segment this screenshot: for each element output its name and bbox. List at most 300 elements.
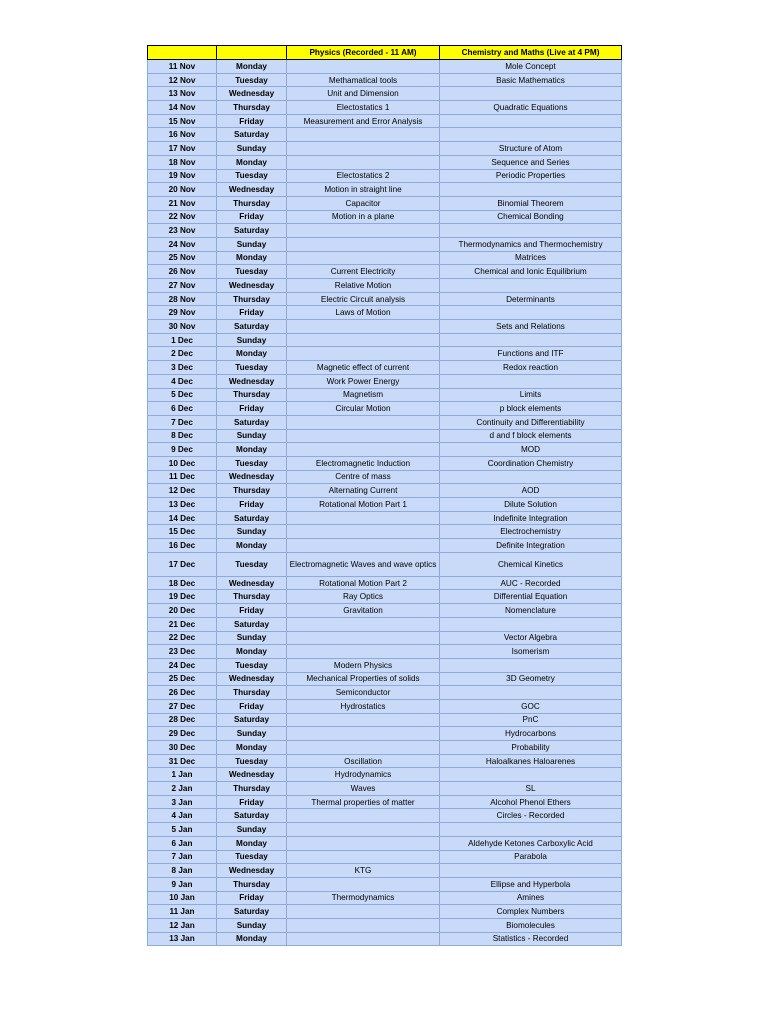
chem-maths-topic-cell: Biomolecules xyxy=(440,918,622,932)
date-cell: 3 Dec xyxy=(148,361,217,375)
table-row xyxy=(148,795,622,809)
date-cell: 19 Dec xyxy=(148,590,217,604)
physics-topic-cell: Motion in straight line xyxy=(287,183,440,197)
table-row xyxy=(148,169,622,183)
physics-topic-cell: Electromagnetic Induction xyxy=(287,456,440,470)
date-cell: 21 Nov xyxy=(148,196,217,210)
chem-maths-topic-cell: AUC - Recorded xyxy=(440,576,622,590)
chem-maths-topic-cell: Haloalkanes Haloarenes xyxy=(440,754,622,768)
table-row xyxy=(148,251,622,265)
physics-topic-cell xyxy=(287,429,440,443)
table-row xyxy=(148,388,622,402)
physics-topic-cell: Electostatics 1 xyxy=(287,101,440,115)
physics-topic-cell xyxy=(287,443,440,457)
date-cell: 10 Jan xyxy=(148,891,217,905)
date-cell: 11 Nov xyxy=(148,60,217,74)
date-cell: 28 Dec xyxy=(148,713,217,727)
chem-maths-topic-cell: Chemical Bonding xyxy=(440,210,622,224)
chem-maths-topic-cell: Aldehyde Ketones Carboxylic Acid xyxy=(440,836,622,850)
table-row xyxy=(148,631,622,645)
header-row xyxy=(148,46,622,60)
table-row xyxy=(148,196,622,210)
date-cell: 16 Nov xyxy=(148,128,217,142)
date-cell: 13 Jan xyxy=(148,932,217,946)
day-cell: Sunday xyxy=(217,823,287,837)
day-cell: Saturday xyxy=(217,617,287,631)
header-chem-maths-cell: Chemistry and Maths (Live at 4 PM) xyxy=(440,46,622,60)
day-cell: Monday xyxy=(217,836,287,850)
day-cell: Sunday xyxy=(217,237,287,251)
table-row xyxy=(148,754,622,768)
day-cell: Wednesday xyxy=(217,864,287,878)
day-cell: Saturday xyxy=(217,809,287,823)
physics-topic-cell xyxy=(287,877,440,891)
day-cell: Monday xyxy=(217,251,287,265)
header-day-cell xyxy=(217,46,287,60)
table-row xyxy=(148,686,622,700)
date-cell: 5 Jan xyxy=(148,823,217,837)
chem-maths-topic-cell xyxy=(440,306,622,320)
physics-topic-cell xyxy=(287,155,440,169)
table-row xyxy=(148,265,622,279)
table-row xyxy=(148,850,622,864)
table-row xyxy=(148,836,622,850)
physics-topic-cell: Work Power Energy xyxy=(287,374,440,388)
day-cell: Thursday xyxy=(217,590,287,604)
physics-topic-cell: Unit and Dimension xyxy=(287,87,440,101)
day-cell: Friday xyxy=(217,114,287,128)
day-cell: Saturday xyxy=(217,224,287,238)
table-row xyxy=(148,279,622,293)
physics-topic-cell xyxy=(287,333,440,347)
day-cell: Friday xyxy=(217,891,287,905)
date-cell: 15 Nov xyxy=(148,114,217,128)
date-cell: 9 Jan xyxy=(148,877,217,891)
chem-maths-topic-cell: Circles - Recorded xyxy=(440,809,622,823)
date-cell: 2 Dec xyxy=(148,347,217,361)
date-cell: 21 Dec xyxy=(148,617,217,631)
table-row xyxy=(148,429,622,443)
date-cell: 27 Nov xyxy=(148,279,217,293)
chem-maths-topic-cell: Differential Equation xyxy=(440,590,622,604)
physics-topic-cell: Hydrodynamics xyxy=(287,768,440,782)
table-row xyxy=(148,320,622,334)
chem-maths-topic-cell: Determinants xyxy=(440,292,622,306)
date-cell: 1 Jan xyxy=(148,768,217,782)
physics-topic-cell xyxy=(287,415,440,429)
day-cell: Monday xyxy=(217,645,287,659)
physics-topic-cell xyxy=(287,741,440,755)
physics-topic-cell: Modern Physics xyxy=(287,658,440,672)
physics-topic-cell: Oscillation xyxy=(287,754,440,768)
chem-maths-topic-cell: Alcohol Phenol Ethers xyxy=(440,795,622,809)
chem-maths-topic-cell: Nomenclature xyxy=(440,604,622,618)
table-row xyxy=(148,415,622,429)
chem-maths-topic-cell: Matrices xyxy=(440,251,622,265)
chem-maths-topic-cell: Parabola xyxy=(440,850,622,864)
day-cell: Tuesday xyxy=(217,361,287,375)
chem-maths-topic-cell: Indefinite Integration xyxy=(440,511,622,525)
day-cell: Thursday xyxy=(217,782,287,796)
date-cell: 25 Nov xyxy=(148,251,217,265)
day-cell: Monday xyxy=(217,155,287,169)
chem-maths-topic-cell xyxy=(440,470,622,484)
physics-topic-cell: Mechanical Properties of solids xyxy=(287,672,440,686)
date-cell: 17 Dec xyxy=(148,552,217,576)
chem-maths-topic-cell: Probability xyxy=(440,741,622,755)
chem-maths-topic-cell: Mole Concept xyxy=(440,60,622,74)
date-cell: 18 Dec xyxy=(148,576,217,590)
physics-topic-cell xyxy=(287,823,440,837)
chem-maths-topic-cell: Vector Algebra xyxy=(440,631,622,645)
physics-topic-cell: Rotational Motion Part 2 xyxy=(287,576,440,590)
table-row xyxy=(148,782,622,796)
schedule-table-body xyxy=(148,46,622,946)
physics-topic-cell: Waves xyxy=(287,782,440,796)
chem-maths-topic-cell: Periodic Properties xyxy=(440,169,622,183)
date-cell: 25 Dec xyxy=(148,672,217,686)
date-cell: 12 Jan xyxy=(148,918,217,932)
physics-topic-cell: Capacitor xyxy=(287,196,440,210)
physics-topic-cell: Current Electricity xyxy=(287,265,440,279)
day-cell: Friday xyxy=(217,402,287,416)
date-cell: 10 Dec xyxy=(148,456,217,470)
chem-maths-topic-cell: Statistics - Recorded xyxy=(440,932,622,946)
table-row xyxy=(148,237,622,251)
table-row xyxy=(148,918,622,932)
physics-topic-cell: Methamatical tools xyxy=(287,73,440,87)
chem-maths-topic-cell: p block elements xyxy=(440,402,622,416)
physics-topic-cell: Semiconductor xyxy=(287,686,440,700)
table-row xyxy=(148,155,622,169)
day-cell: Wednesday xyxy=(217,768,287,782)
day-cell: Saturday xyxy=(217,128,287,142)
physics-topic-cell: Circular Motion xyxy=(287,402,440,416)
day-cell: Monday xyxy=(217,443,287,457)
day-cell: Sunday xyxy=(217,727,287,741)
chem-maths-topic-cell: Amines xyxy=(440,891,622,905)
physics-topic-cell xyxy=(287,128,440,142)
chem-maths-topic-cell: Structure of Atom xyxy=(440,142,622,156)
day-cell: Saturday xyxy=(217,713,287,727)
day-cell: Monday xyxy=(217,932,287,946)
physics-topic-cell: Magnetism xyxy=(287,388,440,402)
chem-maths-topic-cell xyxy=(440,768,622,782)
date-cell: 24 Dec xyxy=(148,658,217,672)
chem-maths-topic-cell: Quadratic Equations xyxy=(440,101,622,115)
day-cell: Monday xyxy=(217,539,287,553)
schedule-sheet xyxy=(147,45,621,946)
physics-topic-cell: Centre of mass xyxy=(287,470,440,484)
table-row xyxy=(148,768,622,782)
date-cell: 30 Dec xyxy=(148,741,217,755)
chem-maths-topic-cell: 3D Geometry xyxy=(440,672,622,686)
date-cell: 6 Dec xyxy=(148,402,217,416)
day-cell: Saturday xyxy=(217,415,287,429)
table-row xyxy=(148,552,622,576)
chem-maths-topic-cell: Electrochemistry xyxy=(440,525,622,539)
physics-topic-cell: Laws of Motion xyxy=(287,306,440,320)
table-row xyxy=(148,576,622,590)
date-cell: 18 Nov xyxy=(148,155,217,169)
table-row xyxy=(148,891,622,905)
physics-topic-cell xyxy=(287,224,440,238)
physics-topic-cell: Electric Circuit analysis xyxy=(287,292,440,306)
date-cell: 27 Dec xyxy=(148,699,217,713)
chem-maths-topic-cell: Functions and ITF xyxy=(440,347,622,361)
physics-topic-cell xyxy=(287,251,440,265)
date-cell: 17 Nov xyxy=(148,142,217,156)
table-row xyxy=(148,539,622,553)
day-cell: Tuesday xyxy=(217,754,287,768)
table-row xyxy=(148,73,622,87)
chem-maths-topic-cell: Limits xyxy=(440,388,622,402)
table-row xyxy=(148,470,622,484)
date-cell: 20 Dec xyxy=(148,604,217,618)
physics-topic-cell: Motion in a plane xyxy=(287,210,440,224)
physics-topic-cell xyxy=(287,320,440,334)
table-row xyxy=(148,823,622,837)
header-physics-cell: Physics (Recorded - 11 AM) xyxy=(287,46,440,60)
day-cell: Monday xyxy=(217,347,287,361)
physics-topic-cell xyxy=(287,142,440,156)
date-cell: 28 Nov xyxy=(148,292,217,306)
date-cell: 13 Dec xyxy=(148,498,217,512)
chem-maths-topic-cell: Definite Integration xyxy=(440,539,622,553)
table-row xyxy=(148,443,622,457)
table-row xyxy=(148,128,622,142)
physics-topic-cell xyxy=(287,347,440,361)
chem-maths-topic-cell: PnC xyxy=(440,713,622,727)
day-cell: Friday xyxy=(217,210,287,224)
chem-maths-topic-cell: Ellipse and Hyperbola xyxy=(440,877,622,891)
table-row xyxy=(148,905,622,919)
day-cell: Thursday xyxy=(217,101,287,115)
physics-topic-cell xyxy=(287,713,440,727)
physics-topic-cell xyxy=(287,525,440,539)
chem-maths-topic-cell xyxy=(440,114,622,128)
table-row xyxy=(148,525,622,539)
chem-maths-topic-cell: Binomial Theorem xyxy=(440,196,622,210)
day-cell: Saturday xyxy=(217,320,287,334)
date-cell: 7 Dec xyxy=(148,415,217,429)
date-cell: 1 Dec xyxy=(148,333,217,347)
table-row xyxy=(148,658,622,672)
day-cell: Thursday xyxy=(217,388,287,402)
physics-topic-cell: Relative Motion xyxy=(287,279,440,293)
chem-maths-topic-cell: Basic Mathematics xyxy=(440,73,622,87)
table-row xyxy=(148,456,622,470)
date-cell: 4 Jan xyxy=(148,809,217,823)
day-cell: Wednesday xyxy=(217,279,287,293)
table-row xyxy=(148,210,622,224)
date-cell: 22 Nov xyxy=(148,210,217,224)
day-cell: Thursday xyxy=(217,292,287,306)
chem-maths-topic-cell xyxy=(440,374,622,388)
table-row xyxy=(148,877,622,891)
date-cell: 12 Nov xyxy=(148,73,217,87)
table-row xyxy=(148,484,622,498)
date-cell: 15 Dec xyxy=(148,525,217,539)
table-row xyxy=(148,183,622,197)
date-cell: 13 Nov xyxy=(148,87,217,101)
table-row xyxy=(148,60,622,74)
table-row xyxy=(148,699,622,713)
day-cell: Wednesday xyxy=(217,183,287,197)
chem-maths-topic-cell xyxy=(440,128,622,142)
table-row xyxy=(148,498,622,512)
physics-topic-cell xyxy=(287,617,440,631)
day-cell: Tuesday xyxy=(217,169,287,183)
schedule-table xyxy=(147,45,622,946)
chem-maths-topic-cell: Coordination Chemistry xyxy=(440,456,622,470)
physics-topic-cell: Magnetic effect of current xyxy=(287,361,440,375)
date-cell: 12 Dec xyxy=(148,484,217,498)
chem-maths-topic-cell: Dilute Solution xyxy=(440,498,622,512)
physics-topic-cell xyxy=(287,237,440,251)
date-cell: 11 Jan xyxy=(148,905,217,919)
physics-topic-cell: Electromagnetic Waves and wave optics xyxy=(287,552,440,576)
day-cell: Wednesday xyxy=(217,672,287,686)
chem-maths-topic-cell: MOD xyxy=(440,443,622,457)
date-cell: 16 Dec xyxy=(148,539,217,553)
table-row xyxy=(148,511,622,525)
chem-maths-topic-cell: AOD xyxy=(440,484,622,498)
chem-maths-topic-cell: d and f block elements xyxy=(440,429,622,443)
day-cell: Thursday xyxy=(217,877,287,891)
day-cell: Tuesday xyxy=(217,658,287,672)
table-row xyxy=(148,645,622,659)
date-cell: 8 Dec xyxy=(148,429,217,443)
day-cell: Saturday xyxy=(217,511,287,525)
table-row xyxy=(148,114,622,128)
table-row xyxy=(148,101,622,115)
day-cell: Friday xyxy=(217,306,287,320)
date-cell: 6 Jan xyxy=(148,836,217,850)
physics-topic-cell xyxy=(287,645,440,659)
chem-maths-topic-cell xyxy=(440,658,622,672)
date-cell: 22 Dec xyxy=(148,631,217,645)
day-cell: Tuesday xyxy=(217,265,287,279)
physics-topic-cell xyxy=(287,932,440,946)
day-cell: Thursday xyxy=(217,196,287,210)
physics-topic-cell: Hydrostatics xyxy=(287,699,440,713)
chem-maths-topic-cell: Sets and Relations xyxy=(440,320,622,334)
chem-maths-topic-cell: Hydrocarbons xyxy=(440,727,622,741)
chem-maths-topic-cell xyxy=(440,823,622,837)
date-cell: 26 Nov xyxy=(148,265,217,279)
chem-maths-topic-cell: Sequence and Series xyxy=(440,155,622,169)
physics-topic-cell: KTG xyxy=(287,864,440,878)
day-cell: Sunday xyxy=(217,525,287,539)
table-row xyxy=(148,224,622,238)
physics-topic-cell xyxy=(287,539,440,553)
date-cell: 24 Nov xyxy=(148,237,217,251)
table-row xyxy=(148,87,622,101)
chem-maths-topic-cell: Complex Numbers xyxy=(440,905,622,919)
date-cell: 31 Dec xyxy=(148,754,217,768)
chem-maths-topic-cell xyxy=(440,686,622,700)
date-cell: 11 Dec xyxy=(148,470,217,484)
date-cell: 23 Nov xyxy=(148,224,217,238)
physics-topic-cell xyxy=(287,905,440,919)
physics-topic-cell: Rotational Motion Part 1 xyxy=(287,498,440,512)
chem-maths-topic-cell: Redox reaction xyxy=(440,361,622,375)
table-row xyxy=(148,306,622,320)
day-cell: Friday xyxy=(217,795,287,809)
table-row xyxy=(148,713,622,727)
chem-maths-topic-cell: Chemical and Ionic Equilibrium xyxy=(440,265,622,279)
chem-maths-topic-cell: Continuity and Differentiability xyxy=(440,415,622,429)
date-cell: 23 Dec xyxy=(148,645,217,659)
physics-topic-cell: Measurement and Error Analysis xyxy=(287,114,440,128)
day-cell: Tuesday xyxy=(217,456,287,470)
chem-maths-topic-cell: Chemical Kinetics xyxy=(440,552,622,576)
day-cell: Saturday xyxy=(217,905,287,919)
date-cell: 5 Dec xyxy=(148,388,217,402)
date-cell: 19 Nov xyxy=(148,169,217,183)
date-cell: 7 Jan xyxy=(148,850,217,864)
date-cell: 14 Nov xyxy=(148,101,217,115)
chem-maths-topic-cell: Isomerism xyxy=(440,645,622,659)
day-cell: Sunday xyxy=(217,918,287,932)
physics-topic-cell: Electostatics 2 xyxy=(287,169,440,183)
date-cell: 4 Dec xyxy=(148,374,217,388)
day-cell: Sunday xyxy=(217,142,287,156)
date-cell: 29 Nov xyxy=(148,306,217,320)
table-row xyxy=(148,333,622,347)
table-row xyxy=(148,864,622,878)
header-date-cell xyxy=(148,46,217,60)
table-row xyxy=(148,809,622,823)
day-cell: Wednesday xyxy=(217,576,287,590)
day-cell: Friday xyxy=(217,699,287,713)
day-cell: Tuesday xyxy=(217,850,287,864)
date-cell: 20 Nov xyxy=(148,183,217,197)
table-row xyxy=(148,727,622,741)
chem-maths-topic-cell: GOC xyxy=(440,699,622,713)
physics-topic-cell xyxy=(287,60,440,74)
physics-topic-cell xyxy=(287,809,440,823)
physics-topic-cell: Ray Optics xyxy=(287,590,440,604)
date-cell: 9 Dec xyxy=(148,443,217,457)
physics-topic-cell: Gravitation xyxy=(287,604,440,618)
chem-maths-topic-cell: Thermodynamics and Thermochemistry xyxy=(440,237,622,251)
day-cell: Monday xyxy=(217,741,287,755)
table-row xyxy=(148,142,622,156)
physics-topic-cell xyxy=(287,850,440,864)
day-cell: Friday xyxy=(217,604,287,618)
day-cell: Monday xyxy=(217,60,287,74)
physics-topic-cell xyxy=(287,836,440,850)
day-cell: Sunday xyxy=(217,429,287,443)
table-row xyxy=(148,741,622,755)
table-row xyxy=(148,292,622,306)
physics-topic-cell: Thermodynamics xyxy=(287,891,440,905)
physics-topic-cell xyxy=(287,727,440,741)
table-row xyxy=(148,347,622,361)
day-cell: Wednesday xyxy=(217,87,287,101)
date-cell: 26 Dec xyxy=(148,686,217,700)
table-row xyxy=(148,361,622,375)
date-cell: 29 Dec xyxy=(148,727,217,741)
chem-maths-topic-cell xyxy=(440,87,622,101)
physics-topic-cell xyxy=(287,631,440,645)
chem-maths-topic-cell xyxy=(440,864,622,878)
table-row xyxy=(148,672,622,686)
physics-topic-cell: Thermal properties of matter xyxy=(287,795,440,809)
table-row xyxy=(148,590,622,604)
